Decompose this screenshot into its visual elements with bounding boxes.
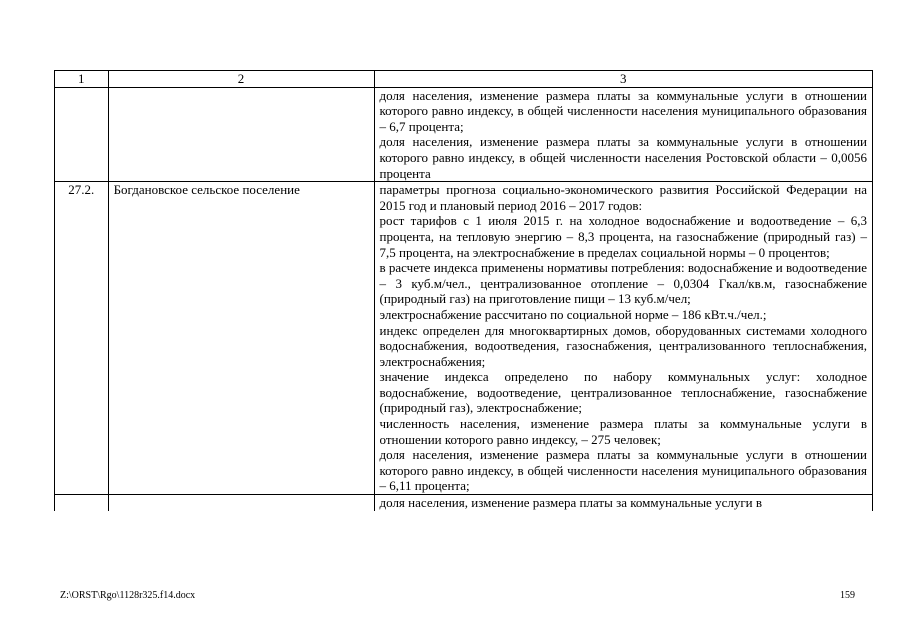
row-name-cell: Богдановское сельское поселение [108, 182, 374, 495]
paragraph: параметры прогноза социально-экономического развития Российской Федерации на 2015 год и плановый период 2016 – 2017 годов: [379, 182, 867, 213]
paragraph: доля населения, изменение размера платы за коммунальные услуги в отношении которого равно индексу, в общей численности населения Ростовской области – 0,0056 процента [379, 134, 867, 181]
table-row [55, 495, 873, 511]
paragraph: доля населения, изменение размера платы за коммунальные услуги в [379, 495, 763, 511]
header-cell-3: 3 [374, 71, 873, 88]
table-row [55, 87, 873, 182]
row-description-cell [374, 87, 873, 182]
row-number-cell [55, 495, 109, 511]
paragraph: индекс определен для многоквартирных домов, оборудованных системами холодного водоснабжения, водоотведения, газоснабжения, централизованного теплоснабжения, электроснабжения; [379, 322, 867, 369]
paragraph: численность населения, изменение размера платы за коммунальные услуги в отношении которого равно индексу, – 275 человек; [379, 416, 867, 447]
header-cell-1: 1 [55, 71, 109, 88]
footer-page-number: 159 [840, 590, 855, 601]
row-description-cell [374, 182, 873, 495]
row-name-cell [108, 87, 374, 182]
row-name-cell [108, 495, 374, 511]
paragraph: рост тарифов с 1 июля 2015 г. на холодное водоснабжение и водоотведение – 6,3 процента, на тепловую энергию – 8,3 процента, на газоснабжение (природный газ) – 7,5 процента, на электроснабжение в пределах социальной нормы – 0 процентов; [379, 213, 867, 260]
table-row [55, 182, 873, 495]
row-description-cell [374, 495, 873, 511]
paragraph: доля населения, изменение размера платы за коммунальные услуги в отношении которого равно индексу, в общей численности населения муниципального образования – 6,11 процента; [379, 447, 867, 494]
document-table [54, 70, 873, 511]
table-header-row [55, 71, 873, 88]
header-cell-2: 2 [108, 71, 374, 88]
paragraph: электроснабжение рассчитано по социальной норме – 186 кВт.ч./чел.; [379, 306, 767, 322]
paragraph: доля населения, изменение размера платы за коммунальные услуги в отношении которого равно индексу, в общей численности населения муниципального образования – 6,7 процента; [379, 87, 867, 134]
paragraph: значение индекса определено по набору коммунальных услуг: холодное водоснабжение, водоотведение, централизованное теплоснабжение, газоснабжение (природный газ), электроснабжение; [379, 369, 867, 416]
row-number-cell: 27.2. [55, 182, 109, 495]
row-number-cell [55, 87, 109, 182]
footer-file-path: Z:\ORST\Rgo\1128r325.f14.docx [60, 590, 196, 601]
paragraph: в расчете индекса применены нормативы потребления: водоснабжение и водоотведение – 3 куб.м/чел., централизованное отопление – 0,0304 Гкал/кв.м, газоснабжение (природный газ) на приготовление пищи – 13 куб.м/чел; [379, 260, 867, 307]
